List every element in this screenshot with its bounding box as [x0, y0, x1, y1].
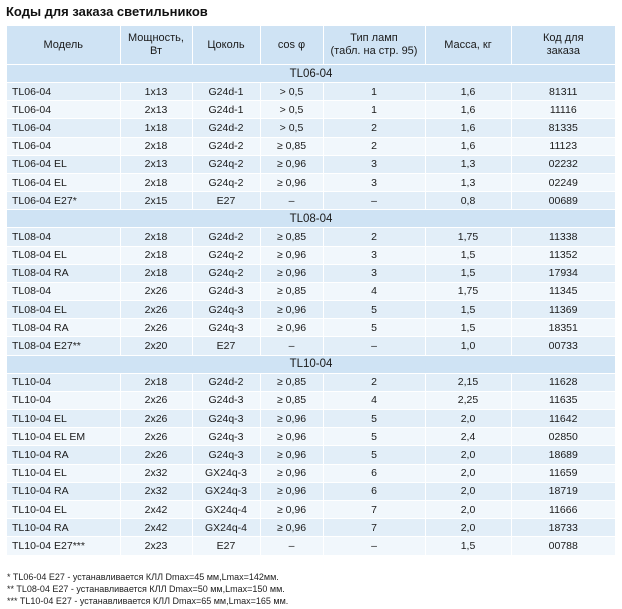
cell-power: 2x26	[120, 446, 192, 464]
cell-mass: 1,75	[425, 282, 511, 300]
cell-model: TL06-04 E27*	[7, 192, 120, 210]
cell-lamp-type: 2	[323, 137, 425, 155]
cell-cos: ≥ 0,96	[260, 301, 323, 319]
group-title: TL08-04	[7, 210, 615, 228]
cell-cos: > 0,5	[260, 101, 323, 119]
cell-socket: G24q-2	[192, 155, 260, 173]
cell-lamp-type: 6	[323, 482, 425, 500]
cell-mass: 1,5	[425, 319, 511, 337]
cell-power: 2x42	[120, 519, 192, 537]
cell-mass: 1,3	[425, 173, 511, 191]
col-header-socket: Цоколь	[192, 26, 260, 65]
cell-mass: 1,6	[425, 137, 511, 155]
cell-model: TL08-04 RA	[7, 319, 120, 337]
cell-lamp-type: –	[323, 192, 425, 210]
cell-lamp-type: 2	[323, 228, 425, 246]
cell-lamp-type: 4	[323, 391, 425, 409]
col-header-power-text: Мощность, Вт	[128, 32, 184, 57]
cell-mass: 2,0	[425, 410, 511, 428]
cell-order-code: 11369	[511, 301, 615, 319]
cell-cos: –	[260, 337, 323, 355]
cell-order-code: 11123	[511, 137, 615, 155]
table-row	[7, 264, 615, 282]
cell-mass: 2,25	[425, 391, 511, 409]
cell-mass: 2,0	[425, 482, 511, 500]
cell-power: 2x20	[120, 337, 192, 355]
cell-order-code: 00689	[511, 192, 615, 210]
cell-cos: ≥ 0,96	[260, 446, 323, 464]
cell-cos: ≥ 0,96	[260, 482, 323, 500]
col-header-lamp-type	[323, 26, 425, 65]
footnote: * TL06-04 E27 - устанавливается КЛЛ Dmax=45 мм,Lmax=142мм.	[7, 572, 279, 582]
cell-mass: 1,5	[425, 301, 511, 319]
table-row	[7, 373, 615, 391]
cell-model: TL06-04 EL	[7, 155, 120, 173]
table-row	[7, 464, 615, 482]
cell-socket: GX24q-4	[192, 500, 260, 518]
cell-socket: E27	[192, 537, 260, 555]
cell-cos: –	[260, 192, 323, 210]
cell-socket: G24q-2	[192, 173, 260, 191]
cell-order-code: 02249	[511, 173, 615, 191]
cell-mass: 2,0	[425, 464, 511, 482]
cell-order-code: 11642	[511, 410, 615, 428]
col-header-order-code-text: Код для заказа	[542, 32, 584, 57]
cell-order-code: 11628	[511, 373, 615, 391]
cell-order-code: 18689	[511, 446, 615, 464]
cell-model: TL10-04 EL EM	[7, 428, 120, 446]
cell-model: TL10-04 RA	[7, 519, 120, 537]
cell-lamp-type: 1	[323, 101, 425, 119]
cell-cos: ≥ 0,96	[260, 428, 323, 446]
table-row	[7, 519, 615, 537]
cell-power: 2x18	[120, 246, 192, 264]
table-row	[7, 155, 615, 173]
cell-cos: ≥ 0,85	[260, 137, 323, 155]
cell-mass: 2,0	[425, 519, 511, 537]
cell-model: TL06-04	[7, 137, 120, 155]
cell-model: TL06-04 EL	[7, 173, 120, 191]
cell-order-code: 02232	[511, 155, 615, 173]
table-row	[7, 228, 615, 246]
table-row	[7, 137, 615, 155]
cell-socket: G24d-2	[192, 373, 260, 391]
cell-cos: ≥ 0,85	[260, 373, 323, 391]
cell-lamp-type: 5	[323, 410, 425, 428]
table-row	[7, 410, 615, 428]
cell-cos: ≥ 0,96	[260, 155, 323, 173]
cell-lamp-type: 3	[323, 155, 425, 173]
cell-socket: G24q-2	[192, 246, 260, 264]
cell-power: 2x18	[120, 373, 192, 391]
cell-order-code: 11635	[511, 391, 615, 409]
group-header-row	[7, 355, 615, 373]
cell-model: TL06-04	[7, 119, 120, 137]
cell-model: TL10-04 EL	[7, 500, 120, 518]
cell-mass: 1,6	[425, 83, 511, 101]
table-row	[7, 282, 615, 300]
cell-model: TL10-04 E27***	[7, 537, 120, 555]
footnote: ** TL08-04 E27 - устанавливается КЛЛ Dmax=50 мм,Lmax=150 мм.	[7, 584, 285, 595]
cell-model: TL10-04 RA	[7, 482, 120, 500]
cell-order-code: 02850	[511, 428, 615, 446]
cell-mass: 1,3	[425, 155, 511, 173]
table-row	[7, 192, 615, 210]
cell-cos: ≥ 0,96	[260, 410, 323, 428]
cell-power: 1x13	[120, 83, 192, 101]
table-row	[7, 482, 615, 500]
cell-mass: 1,6	[425, 101, 511, 119]
cell-socket: G24d-3	[192, 282, 260, 300]
cell-model: TL08-04 RA	[7, 264, 120, 282]
cell-model: TL10-04	[7, 373, 120, 391]
cell-cos: > 0,5	[260, 83, 323, 101]
order-codes-table	[7, 26, 615, 556]
cell-power: 2x26	[120, 282, 192, 300]
cell-cos: ≥ 0,85	[260, 228, 323, 246]
cell-model: TL08-04	[7, 282, 120, 300]
cell-socket: G24q-2	[192, 264, 260, 282]
cell-order-code: 00733	[511, 337, 615, 355]
cell-power: 1x18	[120, 119, 192, 137]
cell-cos: ≥ 0,85	[260, 282, 323, 300]
cell-lamp-type: 6	[323, 464, 425, 482]
cell-socket: E27	[192, 337, 260, 355]
table-row	[7, 83, 615, 101]
table-row	[7, 537, 615, 555]
cell-model: TL08-04 EL	[7, 246, 120, 264]
cell-model: TL08-04	[7, 228, 120, 246]
cell-order-code: 11659	[511, 464, 615, 482]
cell-lamp-type: 1	[323, 83, 425, 101]
cell-order-code: 11666	[511, 500, 615, 518]
cell-socket: G24d-1	[192, 101, 260, 119]
cell-mass: 1,5	[425, 537, 511, 555]
cell-power: 2x18	[120, 264, 192, 282]
col-header-mass: Масса, кг	[425, 26, 511, 65]
table-row	[7, 337, 615, 355]
cell-cos: ≥ 0,96	[260, 464, 323, 482]
cell-power: 2x18	[120, 228, 192, 246]
cell-socket: G24d-3	[192, 391, 260, 409]
cell-socket: GX24q-3	[192, 482, 260, 500]
cell-power: 2x26	[120, 410, 192, 428]
footnotes	[7, 571, 288, 608]
cell-lamp-type: 5	[323, 446, 425, 464]
table-row	[7, 391, 615, 409]
cell-order-code: 11116	[511, 101, 615, 119]
cell-power: 2x42	[120, 500, 192, 518]
cell-power: 2x26	[120, 428, 192, 446]
table-row	[7, 119, 615, 137]
cell-model: TL10-04 RA	[7, 446, 120, 464]
cell-cos: ≥ 0,96	[260, 246, 323, 264]
cell-order-code: 18719	[511, 482, 615, 500]
cell-socket: GX24q-3	[192, 464, 260, 482]
cell-order-code: 17934	[511, 264, 615, 282]
cell-lamp-type: 4	[323, 282, 425, 300]
cell-power: 2x18	[120, 137, 192, 155]
cell-lamp-type: 3	[323, 264, 425, 282]
cell-socket: G24d-2	[192, 119, 260, 137]
footnote: *** TL10-04 E27 - устанавливается КЛЛ Dmax=65 мм,Lmax=165 мм.	[7, 596, 289, 607]
cell-cos: ≥ 0,85	[260, 391, 323, 409]
col-header-lamp-type-text: Тип ламп (табл. на стр. 95)	[330, 32, 418, 57]
cell-lamp-type: 7	[323, 500, 425, 518]
cell-model: TL08-04 EL	[7, 301, 120, 319]
table-row	[7, 246, 615, 264]
cell-order-code: 00788	[511, 537, 615, 555]
cell-lamp-type: 5	[323, 428, 425, 446]
cell-power: 2x23	[120, 537, 192, 555]
cell-mass: 2,0	[425, 500, 511, 518]
cell-model: TL06-04	[7, 83, 120, 101]
cell-lamp-type: –	[323, 337, 425, 355]
cell-model: TL10-04 EL	[7, 410, 120, 428]
table-row	[7, 319, 615, 337]
page-title: Коды для заказа светильников	[6, 4, 208, 19]
cell-power: 2x15	[120, 192, 192, 210]
cell-power: 2x13	[120, 155, 192, 173]
cell-mass: 2,0	[425, 446, 511, 464]
cell-cos: –	[260, 537, 323, 555]
cell-lamp-type: 3	[323, 246, 425, 264]
cell-socket: G24q-3	[192, 301, 260, 319]
cell-mass: 1,5	[425, 264, 511, 282]
cell-lamp-type: 2	[323, 119, 425, 137]
cell-model: TL06-04	[7, 101, 120, 119]
cell-order-code: 11352	[511, 246, 615, 264]
cell-order-code: 81311	[511, 83, 615, 101]
table-row	[7, 446, 615, 464]
cell-order-code: 11345	[511, 282, 615, 300]
cell-mass: 1,0	[425, 337, 511, 355]
cell-order-code: 18351	[511, 319, 615, 337]
cell-power: 2x18	[120, 173, 192, 191]
cell-lamp-type: 5	[323, 301, 425, 319]
table-row	[7, 428, 615, 446]
cell-lamp-type: 3	[323, 173, 425, 191]
group-header-row	[7, 65, 615, 83]
cell-socket: G24q-3	[192, 428, 260, 446]
group-title: TL06-04	[7, 65, 615, 83]
table-header-row	[7, 26, 615, 65]
cell-order-code: 81335	[511, 119, 615, 137]
cell-power: 2x26	[120, 319, 192, 337]
cell-mass: 1,75	[425, 228, 511, 246]
cell-model: TL10-04	[7, 391, 120, 409]
cell-power: 2x26	[120, 391, 192, 409]
cell-socket: G24q-3	[192, 446, 260, 464]
cell-order-code: 11338	[511, 228, 615, 246]
cell-model: TL10-04 EL	[7, 464, 120, 482]
group-header-row	[7, 210, 615, 228]
table-row	[7, 301, 615, 319]
cell-lamp-type: 2	[323, 373, 425, 391]
table-row	[7, 173, 615, 191]
cell-lamp-type: 5	[323, 319, 425, 337]
cell-order-code: 18733	[511, 519, 615, 537]
cell-socket: G24d-2	[192, 137, 260, 155]
cell-mass: 1,5	[425, 246, 511, 264]
cell-model: TL08-04 E27**	[7, 337, 120, 355]
cell-lamp-type: –	[323, 537, 425, 555]
cell-socket: GX24q-4	[192, 519, 260, 537]
table-row	[7, 101, 615, 119]
cell-lamp-type: 7	[323, 519, 425, 537]
cell-cos: ≥ 0,96	[260, 500, 323, 518]
col-header-power	[120, 26, 192, 65]
cell-power: 2x26	[120, 301, 192, 319]
group-title: TL10-04	[7, 355, 615, 373]
cell-mass: 2,15	[425, 373, 511, 391]
col-header-order-code	[511, 26, 615, 65]
cell-socket: E27	[192, 192, 260, 210]
cell-mass: 0,8	[425, 192, 511, 210]
cell-socket: G24d-1	[192, 83, 260, 101]
cell-cos: ≥ 0,96	[260, 319, 323, 337]
table-body	[7, 65, 615, 556]
cell-cos: ≥ 0,96	[260, 264, 323, 282]
cell-cos: > 0,5	[260, 119, 323, 137]
col-header-cos: cos φ	[260, 26, 323, 65]
cell-power: 2x13	[120, 101, 192, 119]
cell-socket: G24q-3	[192, 319, 260, 337]
cell-mass: 1,6	[425, 119, 511, 137]
cell-socket: G24d-2	[192, 228, 260, 246]
cell-cos: ≥ 0,96	[260, 519, 323, 537]
cell-cos: ≥ 0,96	[260, 173, 323, 191]
cell-power: 2x32	[120, 464, 192, 482]
table-row	[7, 500, 615, 518]
cell-power: 2x32	[120, 482, 192, 500]
cell-socket: G24q-3	[192, 410, 260, 428]
col-header-model: Модель	[7, 26, 120, 65]
cell-mass: 2,4	[425, 428, 511, 446]
